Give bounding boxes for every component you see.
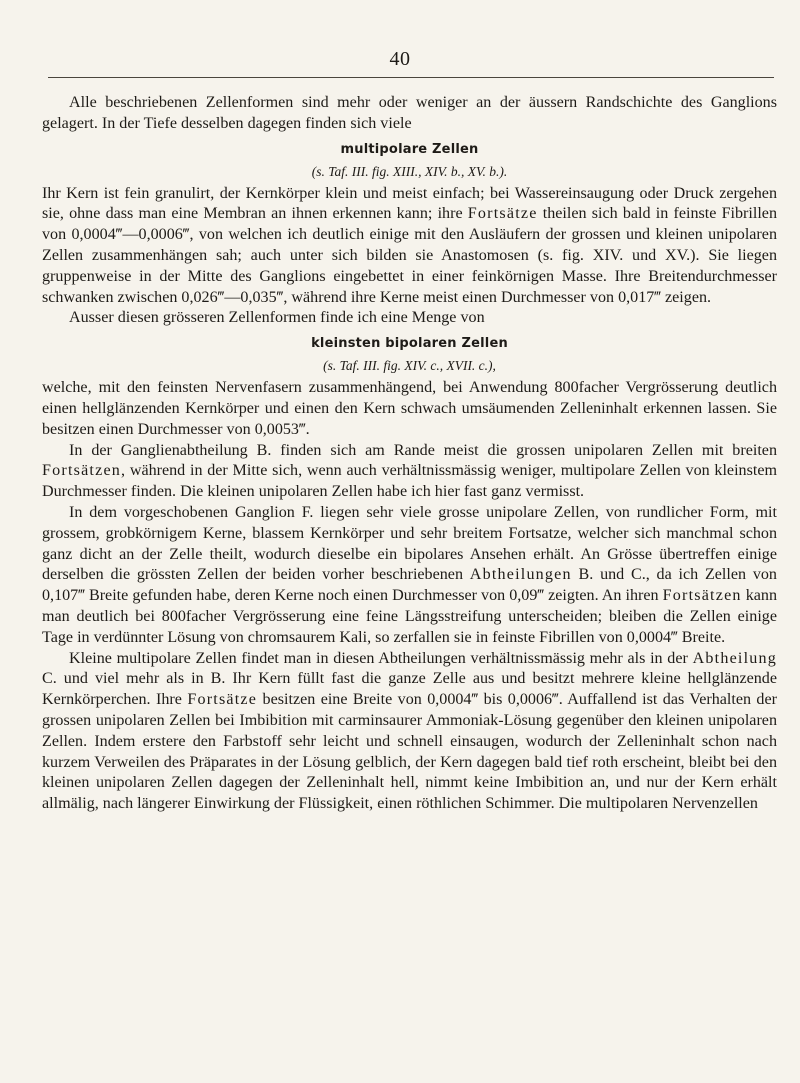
paragraph-multipolar-description xyxy=(42,184,777,309)
spaced-term: Abtheilung xyxy=(692,649,777,667)
spaced-term: Fortsätze xyxy=(187,691,258,709)
spaced-term: Fortsätzen xyxy=(662,587,742,605)
paragraph-ganglion-f xyxy=(42,503,777,649)
text-run: B. und C., da ich Zellen von 0,107‴ Breite gefunden habe, deren Kerne noch einen Durchmesser von 0,09‴ zeigten. An ihren xyxy=(42,566,777,605)
section-heading-multipolar: multipolare Zellen xyxy=(340,141,479,157)
figure-reference-bipolar: (s. Taf. III. fig. XIV. c., XVII. c.), xyxy=(323,358,496,374)
spaced-term: Fortsätze xyxy=(467,205,538,223)
paragraph-bipolar-description: welche, mit den feinsten Nervenfasern zusammenhängend, bei Anwendung 800facher Vergrösserung deutlich einen hellglänzenden Kernkörper und einen den Kern schwach umsäumenden Zelleninhalt erkennen lassen. Sie besitzen einen Durchmesser von 0,0053‴. xyxy=(42,379,777,438)
body-text xyxy=(42,93,777,815)
text-run: In der Ganglienabtheilung B. finden sich am Rande meist die grossen unipolaren Zellen mit breiten xyxy=(69,441,777,459)
paragraph-ganglion-b xyxy=(42,441,777,503)
paragraph-small-multipolar xyxy=(42,649,777,815)
paragraph-intro: Alle beschriebenen Zellenformen sind mehr oder weniger an der äussern Randschichte des Ganglions gelagert. In der Tiefe desselben dagegen finden sich viele xyxy=(42,94,777,132)
text-run: C. und viel mehr als in B. Ihr Kern füllt fast die ganze Zelle aus und besitzt mehrere kleine hellglänzende Kernkörperchen. Ihre xyxy=(42,670,777,709)
spaced-term: Fortsätzen xyxy=(42,462,122,480)
header-rule xyxy=(48,77,774,78)
text-run: kann man deutlich bei 800facher Vergrösserung eine feine Längsstreifung unterscheiden; bleiben die Zellen einige Tage in verdünnter Lösung von chromsaurem Kali, so zerfallen sie in feinste Fibrillen von 0,0004‴ Breite. xyxy=(42,587,778,646)
text-run: theilen sich bald in feinste Fibrillen von 0,0004‴—0,0006‴, von welchen ich deutlich einige mit den Ausläufern der grossen und kleinen unipolaren Zellen zusammenhängen sah; auch unter sich bilden sie Anastomosen (s. fig. XIV. und XV.). Sie liegen gruppenweise in der Mitte des Ganglions eingebettet in einer feinkörnigen Masse. Ihre Breitendurchmesser schwanken zwischen 0,026‴—0,035‴, während ihre Kerne meist einen Durchmesser von 0,017‴ zeigen. xyxy=(42,205,777,306)
paragraph-transition: Ausser diesen grösseren Zellenformen finde ich eine Menge von xyxy=(69,309,485,327)
text-run: In dem vorgeschobenen Ganglion F. liegen sehr viele grosse unipolare Zellen, von rundlicher Form, mit grossem, grobkörnigem Kerne, blassem Kernkörper und sehr breitem Fortsatze, welcher sich manchmal schon ganz dicht an der Zelle theilt, wodurch dieselbe ein bipolares Ansehen erhält. An Grösse übertreffen einige derselben die grössten Zellen der beiden vorher beschriebenen xyxy=(42,503,777,584)
text-run: Kleine multipolare Zellen findet man in diesen Abtheilungen verhältnissmässig mehr als in der xyxy=(69,649,693,667)
page-number: 40 xyxy=(389,48,411,70)
section-heading-bipolar: kleinsten bipolaren Zellen xyxy=(311,336,508,352)
figure-reference-multipolar: (s. Taf. III. fig. XIII., XIV. b., XV. b.). xyxy=(311,163,508,179)
text-run: besitzen eine Breite von 0,0004‴ bis 0,0006‴. Auffallend ist das Verhalten der grossen unipolaren Zellen bei Imbibition mit carminsaurer Ammoniak-Lösung gegenüber den kleinen unipolaren Zellen. Indem erstere den Farbstoff sehr leicht und schnell einsaugen, wodurch der Zelleninhalt schon nach kurzem Verweilen des Präparates in der Lösung gelblich, der Kern dagegen bald tief roth erscheint, bleibt bei den kleinen unipolaren Zellen dagegen der Zelleninhalt hell, nimmt keine Imbibition an, und nur der Kern erhält allmälig, nach längerer Einwirkung der Flüssigkeit, einen röthlichen Schimmer. Die multipolaren Nervenzellen xyxy=(42,691,777,813)
text-run: , während in der Mitte sich, wenn auch verhältnissmässig weniger, multipolare Zellen von kleinstem Durchmesser finden. Die kleinen unipolaren Zellen habe ich hier fast ganz vermisst. xyxy=(42,462,777,501)
spaced-term: Abtheilungen xyxy=(469,566,572,584)
text-run: Ihr Kern ist fein granulirt, der Kernkörper klein und meist einfach; bei Wassereinsaugung oder Druck zergehen sie, ohne dass man eine Membran an ihnen erkennen kann; ihre xyxy=(42,184,777,223)
